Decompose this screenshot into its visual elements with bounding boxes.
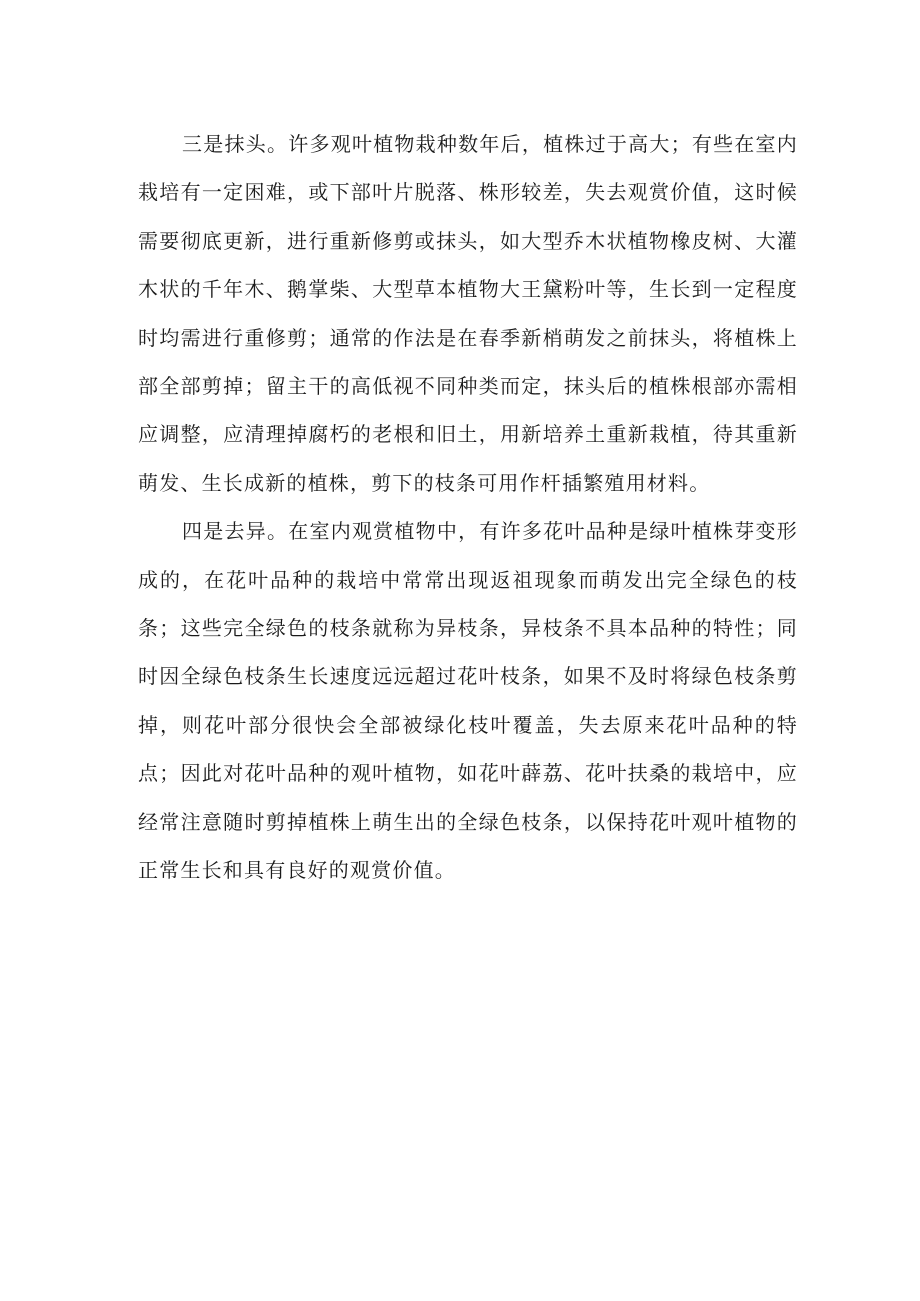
document-body (138, 120, 798, 895)
paragraph-pinching: 三是抹头。许多观叶植物栽种数年后，植株过于高大；有些在室内栽培有一定困难，或下部叶片脱落、株形较差，失去观赏价值，这时候需要彻底更新，进行重新修剪或抹头，如大型乔木状植物橡皮树、大灌木状的千年木、鹅掌柴、大型草本植物大王黛粉叶等，生长到一定程度时均需进行重修剪；通常的作法是在春季新梢萌发之前抹头，将植株上部全部剪掉；留主干的高低视不同种类而定，抹头后的植株根部亦需相应调整，应清理掉腐朽的老根和旧土，用新培养土重新栽植，待其重新萌发、生长成新的植株，剪下的枝条可用作杆插繁殖用材料。 (138, 132, 798, 495)
paragraph-removing-variants: 四是去异。在室内观赏植物中，有许多花叶品种是绿叶植株芽变形成的，在花叶品种的栽培中常常出现返祖现象而萌发出完全绿色的枝条；这些完全绿色的枝条就称为异枝条，异枝条不具本品种的特性；同时因全绿色枝条生长速度远远超过花叶枝条，如果不及时将绿色枝条剪掉，则花叶部分很快会全部被绿化枝叶覆盖，失去原来花叶品种的特点；因此对花叶品种的观叶植物，如花叶薜荔、花叶扶桑的栽培中，应经常注意随时剪掉植株上萌生出的全绿色枝条，以保持花叶观叶植物的正常生长和具有良好的观赏价值。 (138, 519, 798, 883)
